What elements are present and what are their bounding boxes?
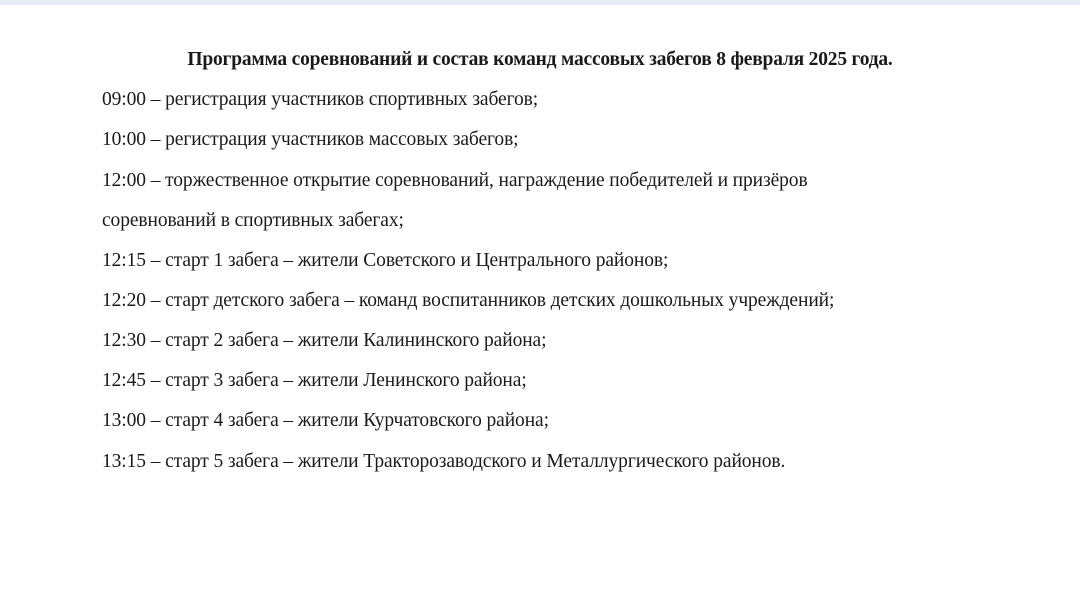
schedule-line: 12:45 – старт 3 забега – жители Ленинского района; xyxy=(102,370,527,391)
document-title: Программа соревнований и состав команд массовых забегов 8 февраля 2025 года. xyxy=(187,49,893,70)
schedule-line: 10:00 – регистрация участников массовых забегов; xyxy=(102,129,519,150)
schedule-line: 13:00 – старт 4 забега – жители Курчатовского района; xyxy=(102,410,549,431)
schedule-line: 13:15 – старт 5 забега – жители Тракторозаводского и Металлургического районов. xyxy=(102,451,786,472)
schedule-line-continuation: соревнований в спортивных забегах; xyxy=(102,210,404,231)
schedule-line: 09:00 – регистрация участников спортивных забегов; xyxy=(102,89,539,110)
schedule-line: 12:20 – старт детского забега – команд воспитанников детских дошкольных учреждений; xyxy=(102,290,835,311)
schedule-line: 12:00 – торжественное открытие соревнований, награждение победителей и призёров xyxy=(102,170,808,191)
schedule-line: 12:15 – старт 1 забега – жители Советского и Центрального районов; xyxy=(102,250,669,271)
schedule-line: 12:30 – старт 2 забега – жители Калининского района; xyxy=(102,330,547,351)
